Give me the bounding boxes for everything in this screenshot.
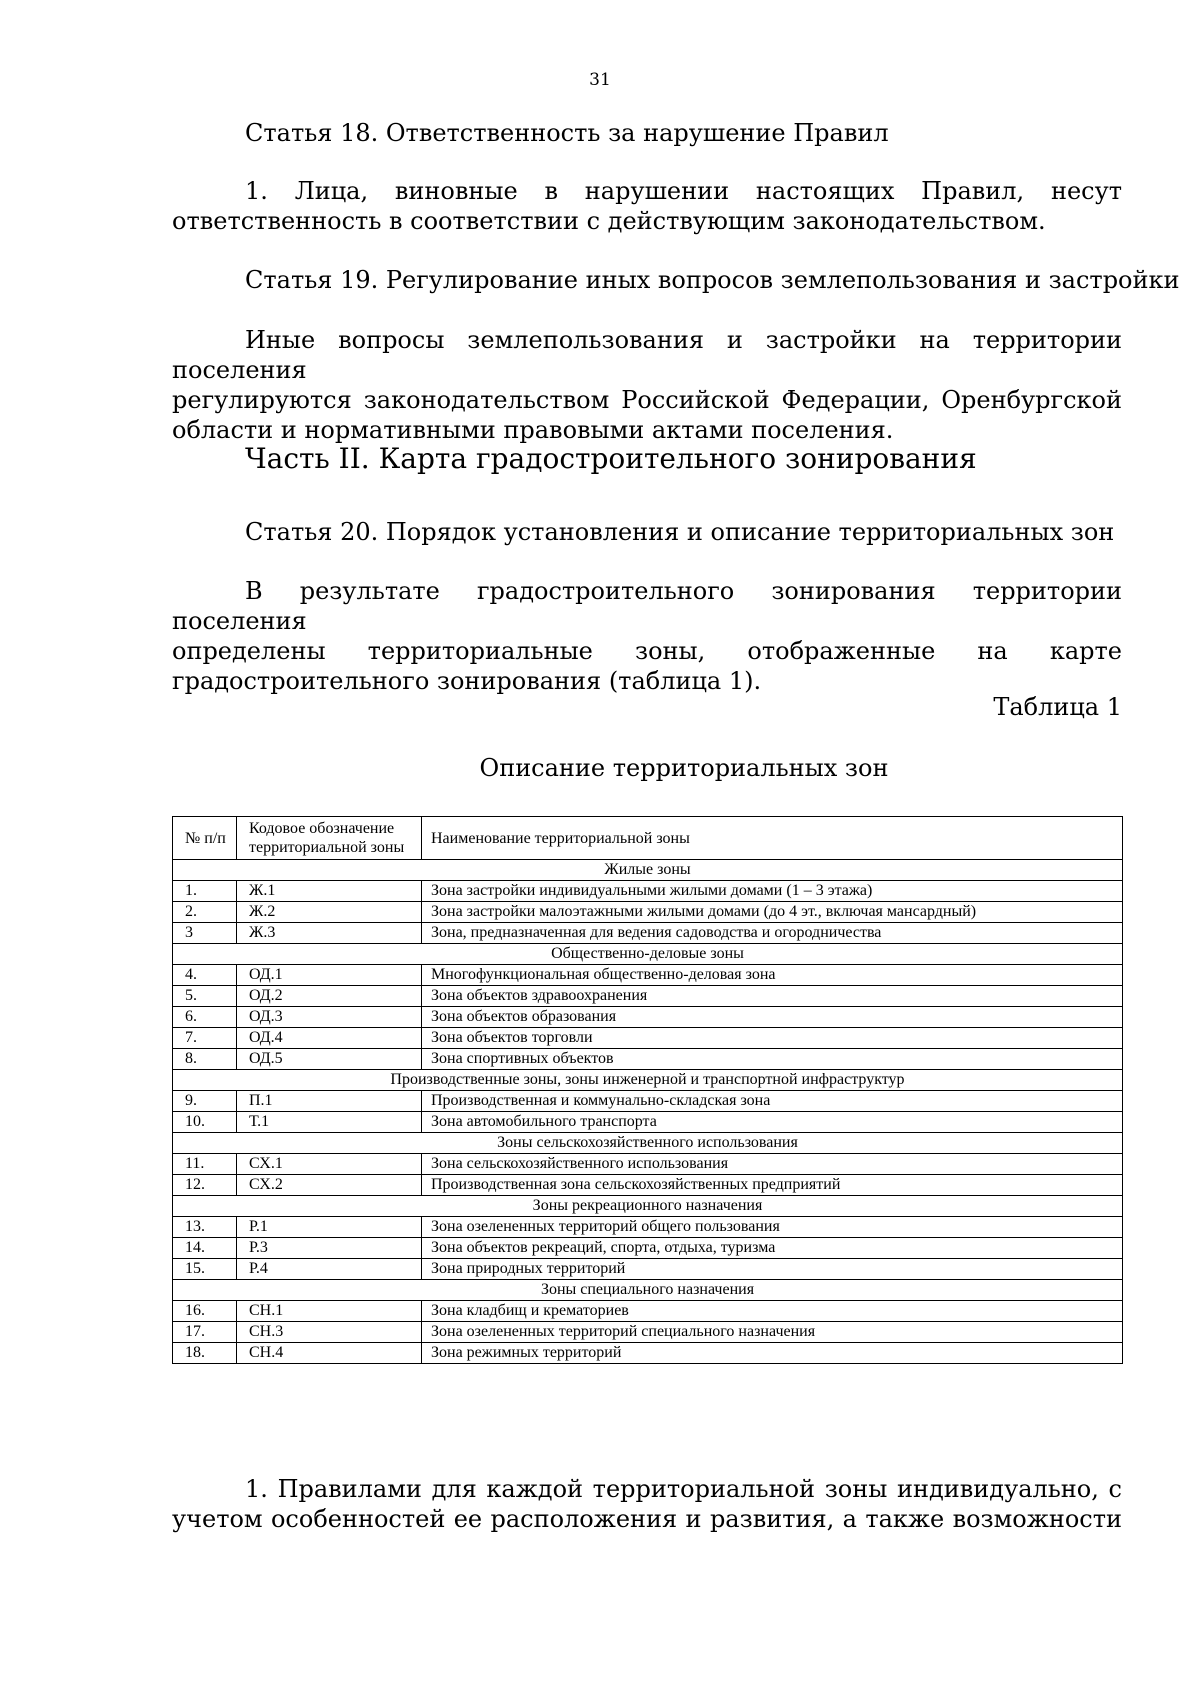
zone-name: Зона сельскохозяйственного использования [422,1154,1123,1175]
paragraph-line: 1. Лица, виновные в нарушении настоящих Правил, несут [245,177,1122,205]
page-number: 31 [589,70,611,90]
group-title: Зоны рекреационного назначения [173,1196,1123,1217]
header-name: Наименование территориальной зоны [422,817,1123,860]
zone-code: П.1 [237,1091,422,1112]
zones-table [172,816,1123,1364]
zone-name: Зона объектов рекреаций, спорта, отдыха, туризма [422,1238,1123,1259]
zone-name: Производственная и коммунально-складская зона [422,1091,1123,1112]
table-caption: Описание территориальных зон [479,754,889,782]
row-number: 5. [173,986,237,1007]
table-row [173,1049,1123,1070]
article-20-heading: Статья 20. Порядок установления и описание территориальных зон [245,518,1115,546]
table-row [173,1217,1123,1238]
zone-name: Зона объектов торговли [422,1028,1123,1049]
paragraph-line: определены территориальные зоны, отображенные на карте [172,637,1122,665]
zone-name: Зона озелененных территорий общего пользования [422,1217,1123,1238]
paragraph-line: ответственность в соответствии с действующим законодательством. [172,207,1046,235]
article-20-paragraph [172,576,1122,696]
paragraph-line: регулируются законодательством Российской Федерации, Оренбургской [172,386,1122,414]
row-number: 9. [173,1091,237,1112]
paragraph-line: В результате градостроительного зонирования территории поселения [172,577,1122,635]
zone-name: Зона спортивных объектов [422,1049,1123,1070]
article-19-paragraph [172,325,1122,445]
zone-name: Зона застройки индивидуальными жилыми домами (1 – 3 этажа) [422,881,1123,902]
paragraph-line: области и нормативными правовыми актами поселения. [172,416,894,444]
row-number: 2. [173,902,237,923]
group-title: Общественно-деловые зоны [173,944,1123,965]
row-number: 12. [173,1175,237,1196]
zone-code: Р.3 [237,1238,422,1259]
part-2-heading: Часть II. Карта градостроительного зонирования [245,442,977,475]
group-title: Зоны сельскохозяйственного использования [173,1133,1123,1154]
zone-name: Зона природных территорий [422,1259,1123,1280]
article-18-heading: Статья 18. Ответственность за нарушение Правил [245,119,889,147]
group-title: Жилые зоны [173,860,1123,881]
row-number: 18. [173,1343,237,1364]
table-row [173,1259,1123,1280]
table-row [173,1322,1123,1343]
zone-code: Ж.2 [237,902,422,923]
table-row [173,986,1123,1007]
zone-name: Зона режимных территорий [422,1343,1123,1364]
table-group-row [173,1070,1123,1091]
paragraph-line: учетом особенностей ее расположения и развития, а также возможности [172,1505,1122,1533]
zone-code: Р.1 [237,1217,422,1238]
row-number: 7. [173,1028,237,1049]
table-row [173,1028,1123,1049]
final-paragraph [172,1474,1122,1534]
group-title: Зоны специального назначения [173,1280,1123,1301]
zone-name: Зона автомобильного транспорта [422,1112,1123,1133]
table-row [173,1112,1123,1133]
row-number: 6. [173,1007,237,1028]
table-group-row [173,1280,1123,1301]
group-title: Производственные зоны, зоны инженерной и транспортной инфраструктур [173,1070,1123,1091]
zone-code: Ж.3 [237,923,422,944]
row-number: 14. [173,1238,237,1259]
zone-code: СХ.1 [237,1154,422,1175]
header-number: № п/п [173,817,237,860]
zone-code: Ж.1 [237,881,422,902]
zone-code: Т.1 [237,1112,422,1133]
paragraph-line: 1. Правилами для каждой территориальной зоны индивидуально, с [245,1475,1122,1503]
row-number: 3 [173,923,237,944]
table-row [173,965,1123,986]
row-number: 4. [173,965,237,986]
zone-name: Многофункциональная общественно-деловая зона [422,965,1123,986]
table-group-row [173,944,1123,965]
zone-name: Зона озелененных территорий специального назначения [422,1322,1123,1343]
row-number: 10. [173,1112,237,1133]
zone-code: СН.3 [237,1322,422,1343]
table-row [173,902,1123,923]
zone-code: ОД.1 [237,965,422,986]
table-label: Таблица 1 [993,693,1122,721]
zone-code: ОД.4 [237,1028,422,1049]
header-code: Кодовое обозначение территориальной зоны [237,817,422,860]
table-row [173,1175,1123,1196]
paragraph-line: градостроительного зонирования (таблица 1). [172,667,762,695]
table-group-row [173,1196,1123,1217]
table-group-row [173,860,1123,881]
table-header-row [173,817,1123,860]
row-number: 13. [173,1217,237,1238]
zone-name: Зона застройки малоэтажными жилыми домами (до 4 эт., включая мансардный) [422,902,1123,923]
table-row [173,923,1123,944]
zone-code: ОД.5 [237,1049,422,1070]
table-row [173,1154,1123,1175]
row-number: 16. [173,1301,237,1322]
row-number: 8. [173,1049,237,1070]
row-number: 1. [173,881,237,902]
table-row [173,1343,1123,1364]
zones-table-body [173,860,1123,1364]
row-number: 11. [173,1154,237,1175]
table-group-row [173,1133,1123,1154]
table-row [173,1007,1123,1028]
zone-name: Зона объектов здравоохранения [422,986,1123,1007]
table-row [173,1238,1123,1259]
article-19-heading: Статья 19. Регулирование иных вопросов землепользования и застройки [245,266,1180,294]
row-number: 17. [173,1322,237,1343]
zone-code: СН.1 [237,1301,422,1322]
paragraph-line: Иные вопросы землепользования и застройки на территории поселения [172,326,1122,384]
zone-code: Р.4 [237,1259,422,1280]
zone-name: Зона объектов образования [422,1007,1123,1028]
zone-name: Производственная зона сельскохозяйственных предприятий [422,1175,1123,1196]
zone-name: Зона кладбищ и крематориев [422,1301,1123,1322]
table-row [173,1091,1123,1112]
zone-name: Зона, предназначенная для ведения садоводства и огородничества [422,923,1123,944]
zone-code: СН.4 [237,1343,422,1364]
zone-code: ОД.2 [237,986,422,1007]
table-row [173,881,1123,902]
table-row [173,1301,1123,1322]
zone-code: СХ.2 [237,1175,422,1196]
article-18-paragraph [172,176,1122,236]
row-number: 15. [173,1259,237,1280]
zone-code: ОД.3 [237,1007,422,1028]
